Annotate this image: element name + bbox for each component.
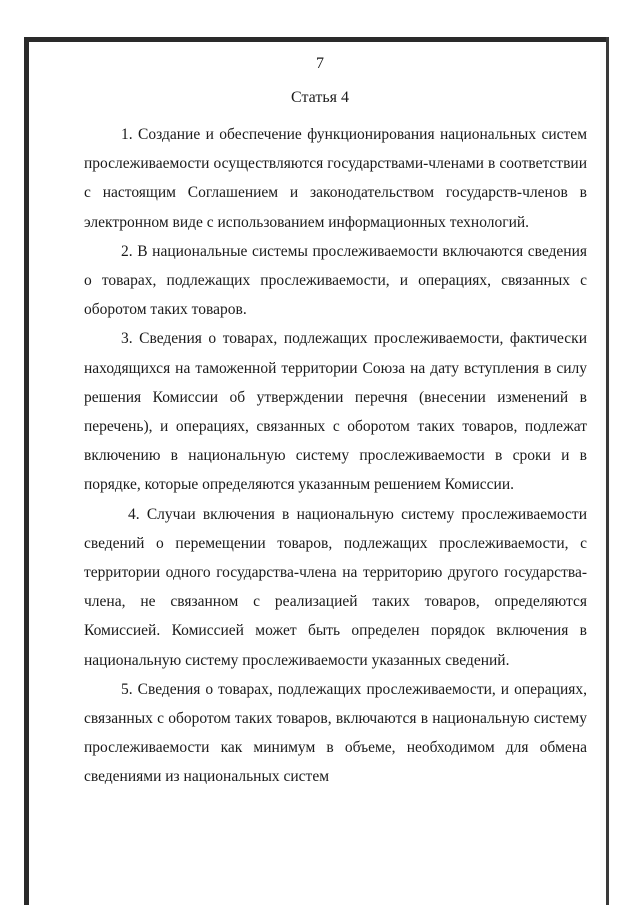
paragraph-3: 3. Сведения о товарах, подлежащих прослеживаемости, фактически находящихся на таможенной территории Союза на дату вступления в силу решения Комиссии об утверждении перечня (внесении изменений в перечень), и операциях, связанных с оборотом таких товаров, подлежат включению в национальную систему прослеживаемости в сроки и в порядке, которые определяются указанным решением Комиссии.: [84, 330, 587, 494]
paragraph-2: 2. В национальные системы прослеживаемости включаются сведения о товарах, подлежащих прослеживаемости, и операциях, связанных с оборотом таких товаров.: [84, 242, 587, 319]
article-body: [84, 120, 587, 792]
page-number: 7: [316, 55, 324, 72]
paragraph-1: 1. Создание и обеспечение функционирования национальных систем прослеживаемости осуществляются государствами-членами в соответствии с настоящим Соглашением и законодательством государств-членов в электронном виде с использованием информационных технологий.: [84, 126, 587, 231]
paragraph-5: 5. Сведения о товарах, подлежащих прослеживаемости, и операциях, связанных с оборотом таких товаров, включаются в национальную систему прослеживаемости как минимум в объеме, необходимом для обмена сведениями из национальных систем: [84, 680, 587, 786]
page-border-top: [24, 37, 608, 42]
paragraph-4: 4. Случаи включения в национальную систему прослеживаемости сведений о перемещении товаров, подлежащих прослеживаемости, с территории одного государства-члена на территорию другого государства-члена, не связанном с реализацией таких товаров, определяются Комиссией. Комиссией может быть определен порядок включения в национальную систему прослеживаемости указанных сведений.: [84, 505, 587, 669]
page-border-left: [24, 37, 29, 905]
article-heading: Статья 4: [291, 89, 349, 106]
page-border-right: [606, 37, 609, 905]
